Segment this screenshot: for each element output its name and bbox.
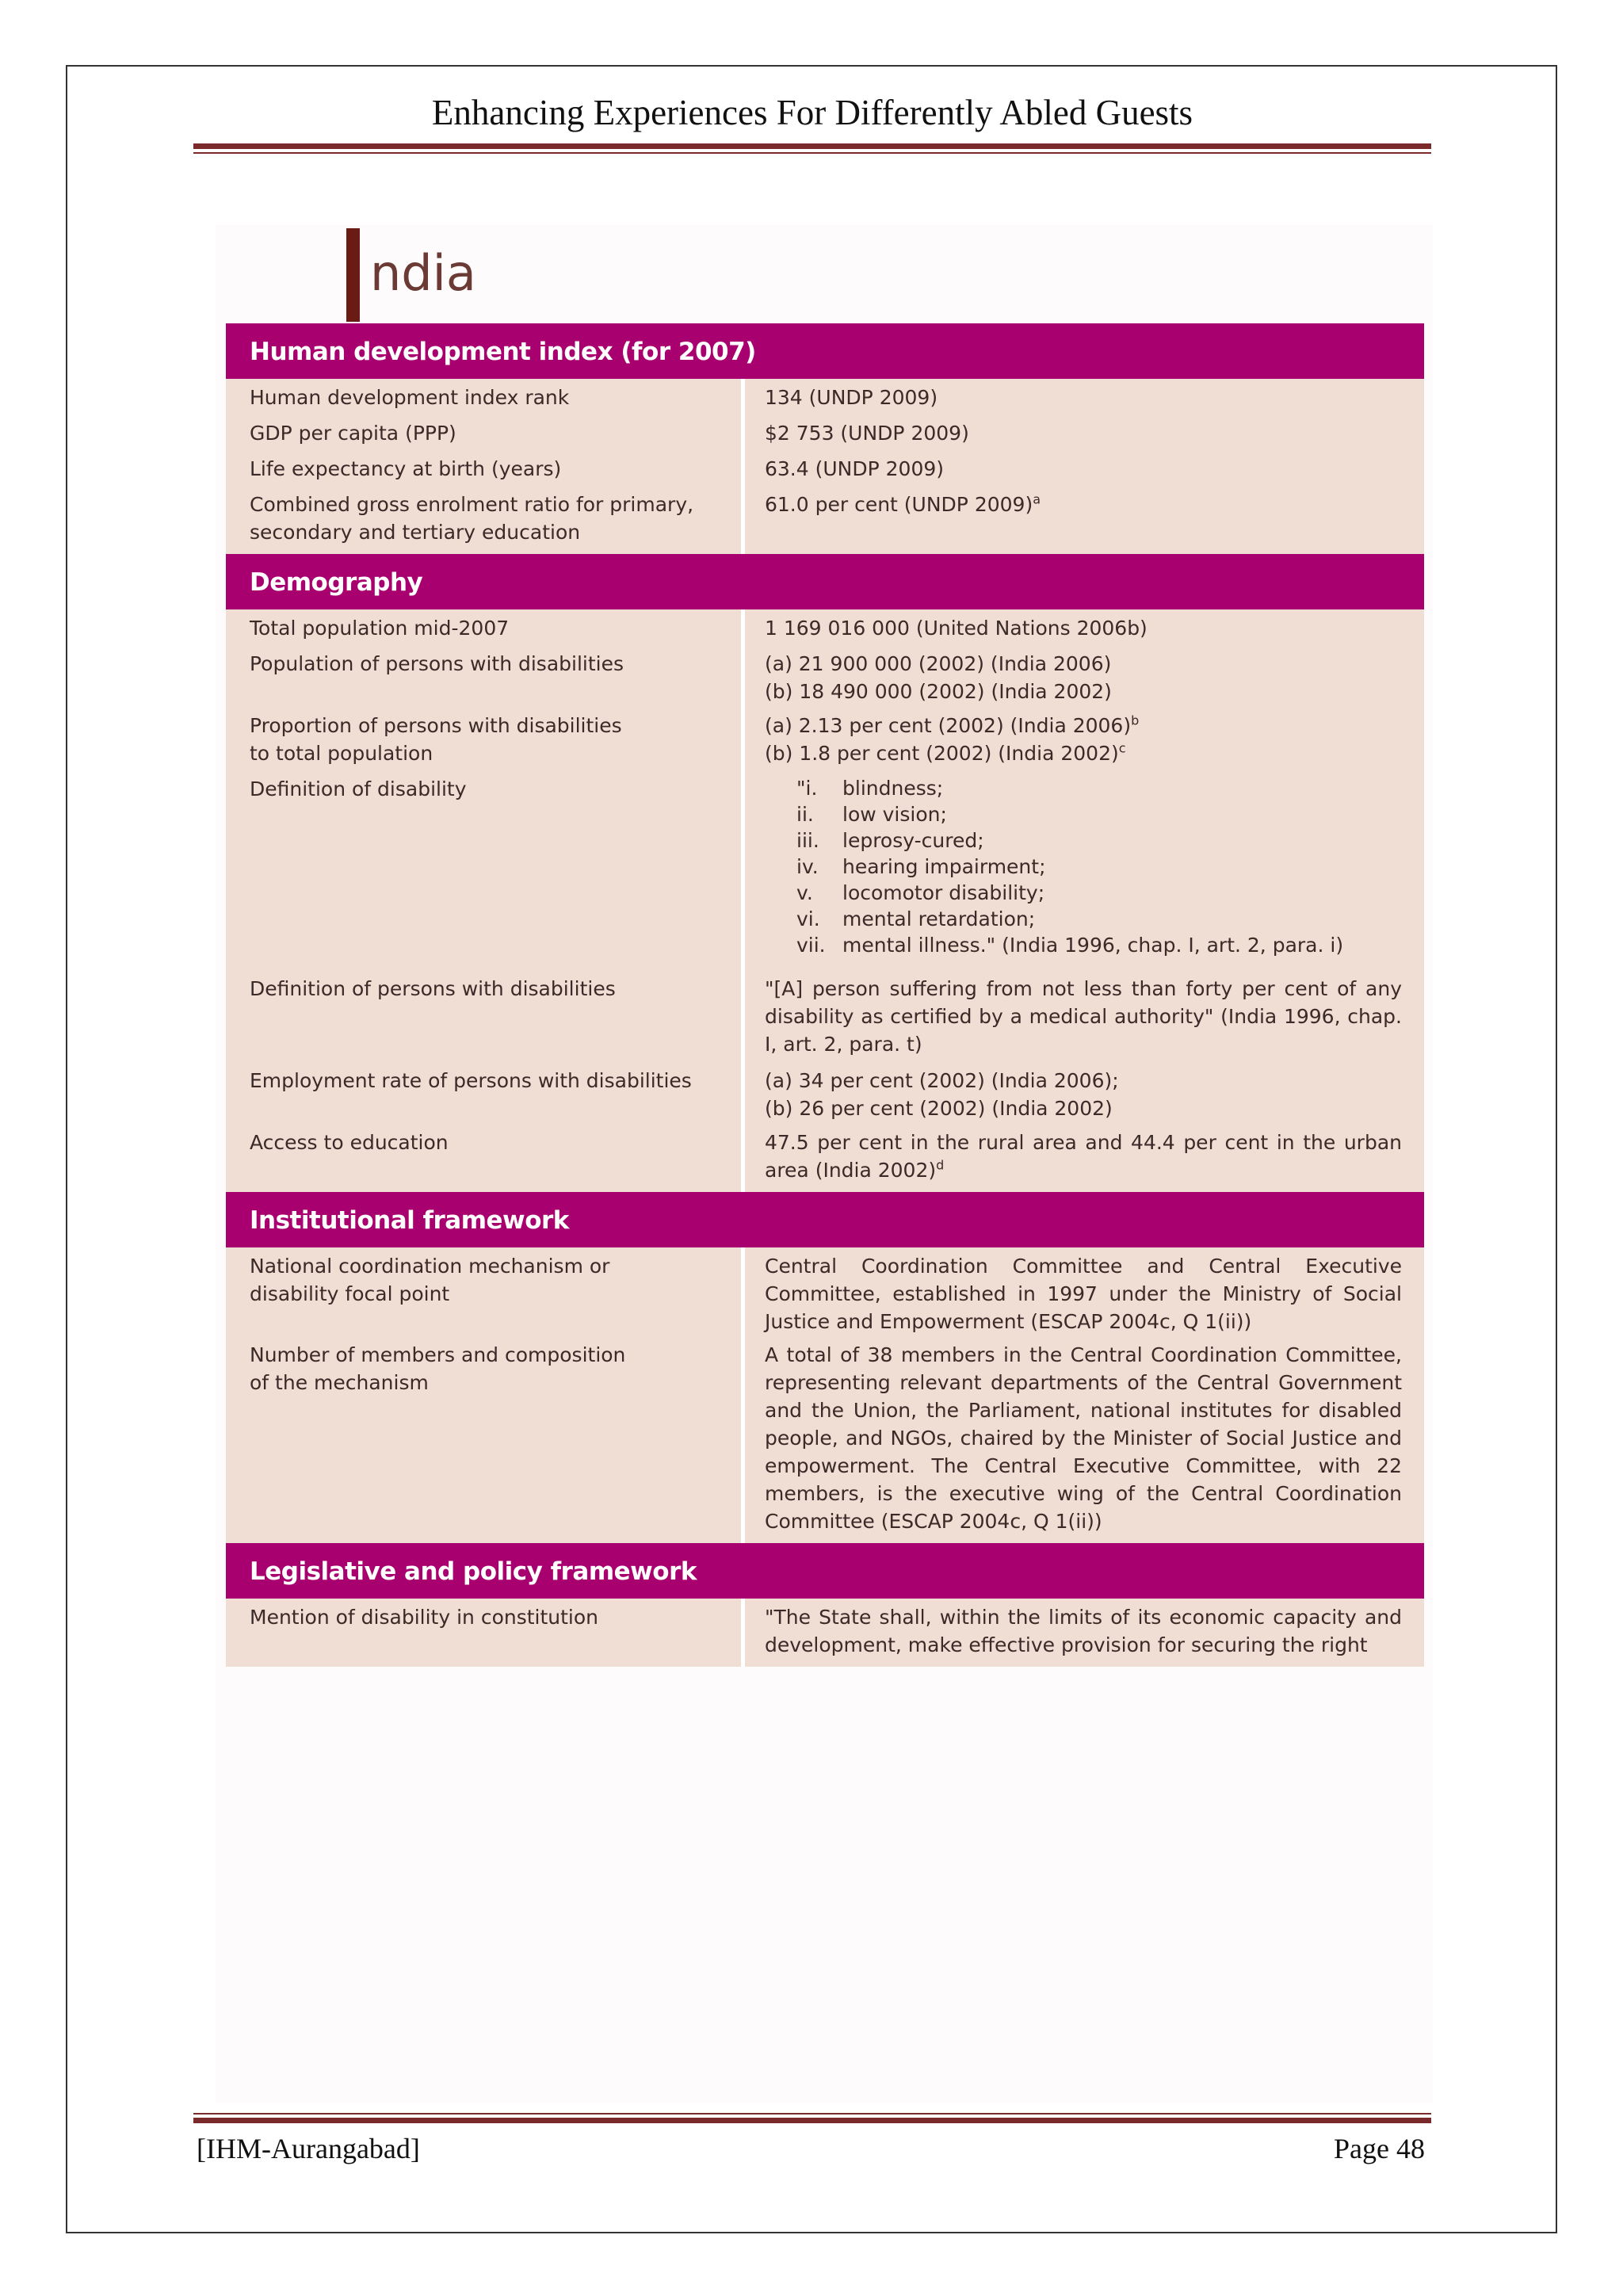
row-label: Definition of persons with disabilities — [250, 977, 616, 1000]
country-initial-bar — [346, 228, 360, 322]
footnote-marker: b — [1131, 712, 1140, 728]
footnote-marker: c — [1118, 740, 1126, 756]
country-profile-table — [226, 323, 1424, 1667]
section-body-institutional — [226, 1247, 1424, 1543]
section-heading-institutional: Institutional framework — [226, 1192, 1424, 1247]
row-label: Life expectancy at birth (years) — [250, 457, 562, 480]
list-item: ii. low vision; — [796, 803, 947, 826]
row-value: $2 753 (UNDP 2009) — [765, 422, 969, 445]
row-value: 47.5 per cent in the rural area and 44.4 per cent in the urban area (India 2002)$^d$ — [765, 1131, 1402, 1182]
row-label: Proportion of persons with disabilities to total population — [250, 714, 622, 765]
footnote-marker: d — [936, 1157, 945, 1173]
section-body-legislative — [226, 1599, 1424, 1667]
row-value: Central Coordination Committee and Central Executive Committee, established in 1997 under the Ministry of Social Justice and Empowerment (ESCAP 2004c, Q 1(ii)) — [765, 1255, 1402, 1333]
list-item: "i. blindness; — [796, 777, 944, 800]
country-title-text: ndia — [370, 244, 476, 302]
row-value: (a) 34 per cent (2002) (India 2006); (b) 26 per cent (2002) (India 2002) — [765, 1069, 1119, 1120]
list-item: vi. mental retardation; — [796, 907, 1036, 930]
row-label: National coordination mechanism or disability focal point — [250, 1255, 610, 1305]
section-heading-demography: Demography — [226, 554, 1424, 609]
page-number: Page 48 — [1334, 2133, 1425, 2164]
scanned-excerpt — [216, 225, 1433, 2103]
disability-definition-list — [765, 775, 1402, 975]
row-label: GDP per capita (PPP) — [250, 422, 456, 445]
row-label: Mention of disability in constitution — [250, 1606, 599, 1629]
row-label: Number of members and composition of the mechanism — [250, 1343, 626, 1394]
section-body-hdi — [226, 379, 1424, 554]
header-rule-thick — [193, 143, 1431, 149]
section-heading-hdi: Human development index (for 2007) — [226, 323, 1424, 379]
list-item: iv. hearing impairment; — [796, 855, 1046, 878]
row-value: (a) 2.13 per cent (2002) (India 2006)$^b$ (b) 1.8 per cent (2002) (India 2002)$^c$ — [765, 712, 1140, 765]
header-rule-thin — [193, 152, 1431, 154]
footer-rule-thin — [193, 2113, 1431, 2115]
footnote-marker: a — [1033, 491, 1041, 507]
row-value: (a) 21 900 000 (2002) (India 2006) (b) 18 490 000 (2002) (India 2002) — [765, 652, 1112, 703]
section-heading-legislative: Legislative and policy framework — [226, 1543, 1424, 1599]
footer-rule-thick — [193, 2118, 1431, 2123]
row-label: Total population mid-2007 — [250, 617, 510, 640]
row-value: 61.0 per cent (UNDP 2009)$^a$ — [765, 491, 1041, 516]
row-label: Definition of disability — [250, 777, 467, 800]
running-header: Enhancing Experiences For Differently Abled Guests — [431, 93, 1193, 132]
row-value: 134 (UNDP 2009) — [765, 386, 938, 409]
list-item: v. locomotor disability; — [796, 881, 1045, 904]
row-value: 1 169 016 000 (United Nations 2006b) — [765, 617, 1148, 640]
row-label: Human development index rank — [250, 386, 570, 409]
list-item: iii. leprosy-cured; — [796, 829, 984, 852]
footer-institution: [IHM-Aurangabad] — [197, 2133, 420, 2164]
row-value: A total of 38 members in the Central Coordination Committee, representing relevant departments of the Central Government and the Union, the Parliament, national institutes for disabled people, and NGOs, chaired by the Minister of Social Justice and empowerment. The Central Executive Committee, with 22 members, is the executive wing of the Central Coordination Committee (ESCAP 2004c, Q 1(ii)) — [765, 1343, 1402, 1533]
row-label: Combined gross enrolment ratio for primary, secondary and tertiary education — [250, 493, 694, 544]
row-value: 63.4 (UNDP 2009) — [765, 457, 945, 480]
list-item: vii. mental illness." (India 1996, chap. I, art. 2, para. i) — [796, 934, 1344, 957]
section-body-demography — [226, 609, 1424, 1192]
row-label: Population of persons with disabilities — [250, 652, 624, 675]
row-value: "The State shall, within the limits of its economic capacity and development, make effective provision for securing the right — [765, 1606, 1402, 1656]
row-value: "[A] person suffering from not less than forty per cent of any disability as certified by a medical authority" (India 1996, chap. I, art. 2, para. t) — [765, 977, 1402, 1056]
row-label: Access to education — [250, 1131, 449, 1154]
row-label: Employment rate of persons with disabilities — [250, 1069, 692, 1092]
